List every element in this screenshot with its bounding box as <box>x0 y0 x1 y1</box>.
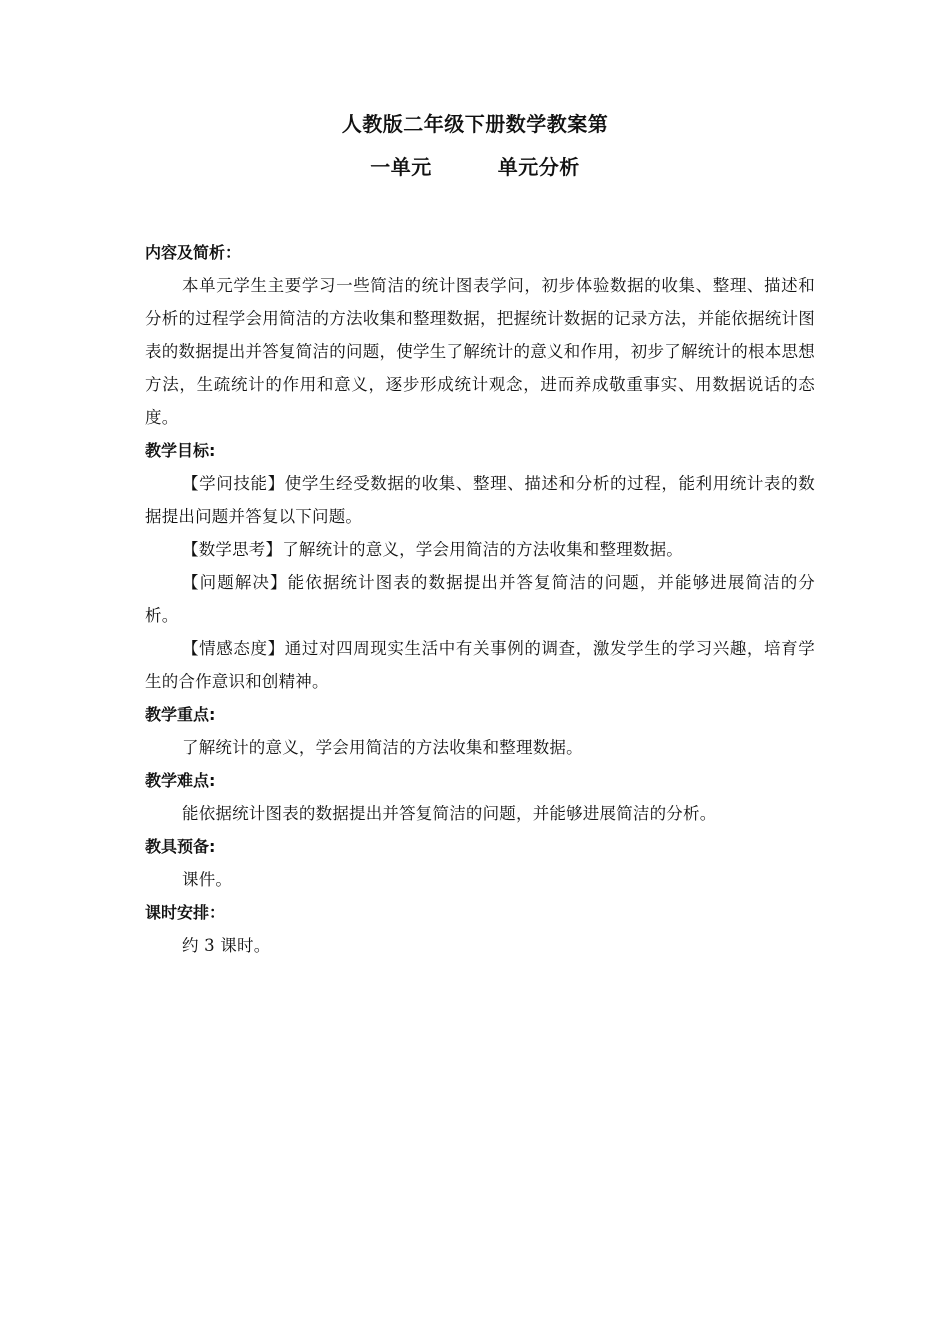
objective-attitude: 【情感态度】通过对四周现实生活中有关事例的调查，激发学生的学习兴趣，培育学生的合作意识和创精神。 <box>145 639 815 691</box>
materials-text: 课件。 <box>182 870 233 889</box>
difficulties-text: 能依据统计图表的数据提出并答复简洁的问题，并能够进展简洁的分析。 <box>182 804 717 823</box>
schedule-text: 约 3 课时。 <box>182 936 271 955</box>
unit-analysis-label: 单元分析 <box>497 155 580 179</box>
objective-problem-solving: 【问题解决】能依据统计图表的数据提出并答复简洁的问题，并能够进展简洁的分析。 <box>145 573 815 625</box>
unit-label: 一单元 <box>370 155 432 179</box>
key-points-text: 了解统计的意义，学会用简洁的方法收集和整理数据。 <box>182 738 583 757</box>
materials-heading: 教具预备: <box>145 837 216 856</box>
difficulties-heading: 教学难点: <box>145 771 216 790</box>
content-heading: 内容及简析： <box>145 243 242 262</box>
document-body <box>145 236 815 962</box>
document-title-line1: 人教版二年级下册数学教案第 <box>341 112 609 136</box>
objective-math-thinking: 【数学思考】了解统计的意义，学会用简洁的方法收集和整理数据。 <box>182 540 683 559</box>
objective-knowledge-skills: 【学问技能】使学生经受数据的收集、整理、描述和分析的过程，能利用统计表的数据提出问题并答复以下问题。 <box>145 474 815 526</box>
schedule-heading: 课时安排： <box>145 903 226 922</box>
objectives-heading: 教学目标: <box>145 441 216 460</box>
content-paragraph: 本单元学生主要学习一些简洁的统计图表学问，初步体验数据的收集、整理、描述和分析的过程学会用简洁的方法收集和整理数据，把握统计数据的记录方法，并能依据统计图表的数据提出并答复简洁的问题，使学生了解统计的意义和作用，初步了解统计的根本思想方法，生疏统计的作用和意义，逐步形成统计观念，进而养成敬重事实、用数据说话的态度。 <box>145 276 815 427</box>
key-points-heading: 教学重点: <box>145 705 216 724</box>
document-title-line2 <box>0 151 950 180</box>
